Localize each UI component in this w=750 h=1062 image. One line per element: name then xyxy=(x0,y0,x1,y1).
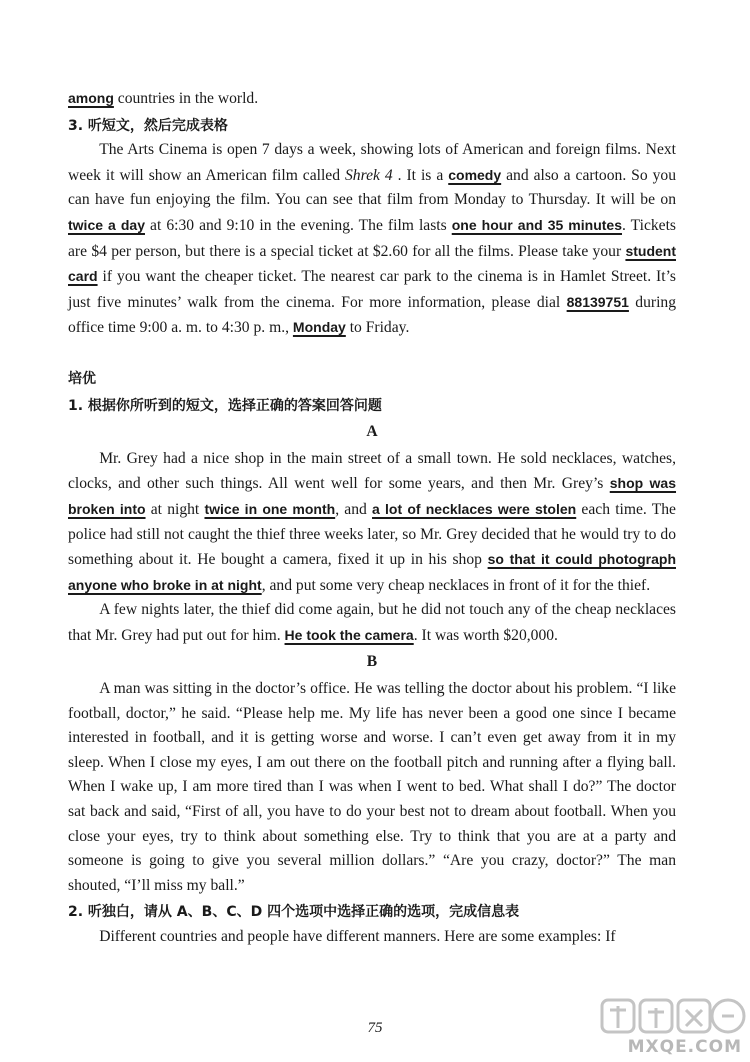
answer-student-card: student card xyxy=(68,242,676,285)
answer-took-camera: He took the camera xyxy=(284,626,414,643)
answer-shop-broken-into: shop was broken into xyxy=(68,475,677,517)
passage-b-label: B xyxy=(366,653,378,671)
answer-monday: Monday xyxy=(292,319,346,336)
manners-paragraph: Different countries and people have different manners. Here are some examples: If xyxy=(99,928,616,945)
watermark-seal-icon xyxy=(598,992,748,1038)
peiyou-heading: 培优 xyxy=(68,370,96,387)
watermark-logo xyxy=(598,992,748,1062)
answer-comedy: comedy xyxy=(448,166,502,183)
watermark-text: MXQE.COM xyxy=(627,1037,742,1058)
paragraph-continuation: among countries in the world. xyxy=(68,90,259,107)
section-1-heading: 1. 根据你所听到的短文，选择正确的答案回答问题 xyxy=(68,397,382,414)
passage-a-label: A xyxy=(366,423,378,441)
answer-among: among xyxy=(68,90,114,106)
cinema-paragraph: The Arts Cinema is open 7 days a week, showing lots of American and foreign films. Next week it will show an American film called Shrek 4 . It is a comedy and also a cartoon. So you can have fun enjoying the film. You can see that film from Monday to Thursday. It will be on twice a day at 6:30 and 9:10 in the evening. The film lasts one hour and 35 minutes. Tickets are $4 per person, but there is a special ticket at $2.60 for all the films. Please take your student card if you want the cheaper ticket. The nearest car park to the cinema is in Hamlet Street. It’s just five minutes’ walk from the cinema. For more information, please dial 88139751 during office time 9:00 a. m. to 4:30 p. m., Monday to Friday. xyxy=(68,141,676,337)
answer-phone: 88139751 xyxy=(566,293,629,310)
passage-b-paragraph: A man was sitting in the doctor’s office. He was telling the doctor about his problem. “I like football, doctor,” he said. “Please help me. My life has never been a good one since I became interested in football, and it is getting worse and worse. I can’t even get away from it in my sleep. When I close my eyes, I am out there on the football pitch and running after a flying ball. When I wake up, I am more tired than I was when I went to bed. What shall I do?” The doctor sat back and said, “First of all, you have to do your best not to dream about football. When you close your eyes, try to think about something else. Try to think that you are at a party and someone is going to give you several million dollars.” “Are you crazy, doctor?” The man shouted, “I’ll miss my ball.” xyxy=(68,680,676,894)
page-content xyxy=(68,86,676,950)
passage-a-paragraph-2: A few nights later, the thief did come again, but he did not touch any of the cheap necklaces that Mr. Grey had put out for him. He took the camera. It was worth $20,000. xyxy=(68,601,676,644)
section-2-heading: 2. 听独白，请从 A、B、C、D 四个选项中选择正确的选项，完成信息表 xyxy=(68,904,520,921)
section-3-heading: 3. 听短文，然后完成表格 xyxy=(68,117,228,134)
answer-so-that-photograph: so that it could photograph anyone who broke in at night xyxy=(68,551,676,593)
answer-necklaces-stolen: a lot of necklaces were stolen xyxy=(372,500,577,517)
answer-twice-in-one-month: twice in one month xyxy=(204,500,336,517)
passage-a-paragraph-1: Mr. Grey had a nice shop in the main street of a small town. He sold necklaces, watches, clocks, and other such things. All went well for some years, and then Mr. Grey’s shop was broken into at night twice in one month, and a lot of necklaces were stolen each time. The police had still not caught the thief three weeks later, so Mr. Grey decided that he would try to do something about it. He bought a camera, fixed it up in his shop so that it could photograph anyone who broke in at night, and put some very cheap necklaces in front of it for the thief. xyxy=(68,449,677,594)
answer-twice-a-day: twice a day xyxy=(68,216,145,233)
answer-duration: one hour and 35 minutes xyxy=(451,216,622,233)
page-number: 75 xyxy=(367,1020,383,1036)
film-title: Shrek 4 xyxy=(344,166,393,184)
